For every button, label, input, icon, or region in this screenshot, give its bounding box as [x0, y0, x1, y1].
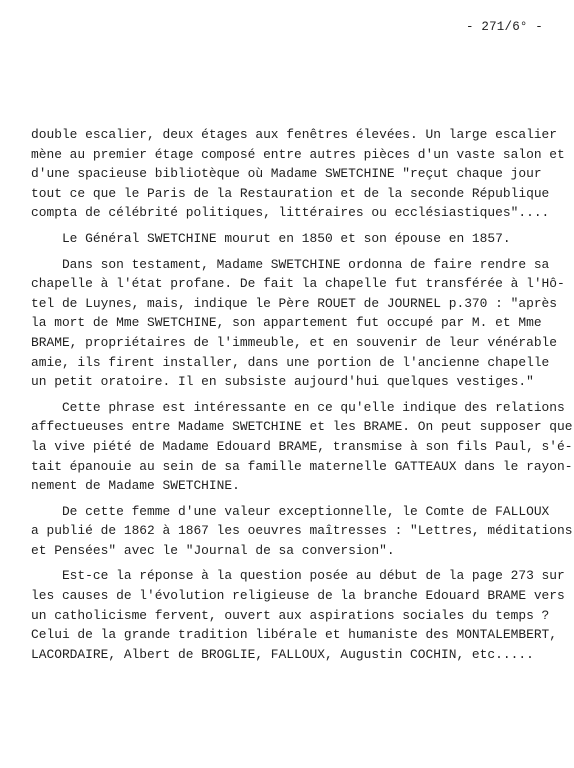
body-text: [31, 125, 573, 664]
text-line: compta de célébrité politiques, littéraires ou ecclésiastiques"....: [31, 205, 550, 221]
text-line: double escalier, deux étages aux fenêtres élevées. Un large escalier: [31, 127, 558, 142]
text-line: chapelle à l'état profane. De fait la chapelle fut transférée à l'Hô-: [31, 276, 565, 292]
text-line: tait épanouie au sein de sa famille maternelle GATTEAUX dans le rayon-: [31, 458, 573, 474]
paragraph-4: [31, 398, 573, 496]
text-line: tel de Luynes, mais, indique le Père ROUET de JOURNEL p.370 : "après: [31, 295, 558, 311]
text-line: la mort de Mme SWETCHINE, son appartement fut occupé par M. et Mme: [31, 315, 542, 331]
text-line: a publié de 1862 à 1867 les oeuvres maîtresses : "Lettres, méditations: [31, 523, 573, 539]
text-line: nement de Madame SWETCHINE.: [31, 478, 240, 494]
text-line: d'une spacieuse bibliotèque où Madame SWETCHINE "reçut chaque jour: [31, 166, 542, 182]
text-line: De cette femme d'une valeur exceptionnelle, le Comte de FALLOUX: [31, 503, 550, 519]
text-line: et Pensées" avec le "Journal de sa conversion".: [31, 542, 395, 558]
page-number: - 271/6° -: [466, 20, 544, 34]
paragraph-3: [31, 255, 565, 392]
paragraph-1: [31, 125, 565, 223]
paragraph-6: [31, 566, 565, 664]
text-line: mène au premier étage composé entre autres pièces d'un vaste salon et: [31, 146, 565, 162]
text-line: LACORDAIRE, Albert de BROGLIE, FALLOUX, Augustin COCHIN, etc.....: [31, 646, 534, 662]
text-line: affectueuses entre Madame SWETCHINE et les BRAME. On peut supposer que: [31, 419, 573, 435]
text-line: Dans son testament, Madame SWETCHINE ordonna de faire rendre sa: [31, 256, 550, 272]
text-line: Celui de la grande tradition libérale et humaniste des MONTALEMBERT,: [31, 627, 558, 643]
paragraph-5: [31, 502, 573, 561]
text-line: tout ce que le Paris de la Restauration et de la seconde République: [31, 185, 550, 201]
text-line: Le Général SWETCHINE mourut en 1850 et son épouse en 1857.: [31, 230, 511, 246]
text-line: Est-ce la réponse à la question posée au début de la page 273 sur: [31, 568, 565, 584]
text-line: un catholicisme fervent, ouvert aux aspirations sociales du temps ?: [31, 607, 550, 623]
text-line: BRAME, propriétaires de l'immeuble, et en souvenir de leur vénérable: [31, 334, 558, 350]
paragraph-2: [31, 229, 561, 249]
text-line: Cette phrase est intéressante en ce qu'elle indique des relations: [31, 399, 565, 415]
text-line: un petit oratoire. Il en subsiste aujourd'hui quelques vestiges.": [31, 374, 534, 390]
text-line: la vive piété de Madame Edouard BRAME, transmise à son fils Paul, s'é-: [31, 438, 573, 454]
text-line: amie, ils firent installer, dans une portion de l'ancienne chapelle: [31, 354, 550, 370]
text-line: les causes de l'évolution religieuse de la branche Edouard BRAME vers: [31, 588, 565, 604]
